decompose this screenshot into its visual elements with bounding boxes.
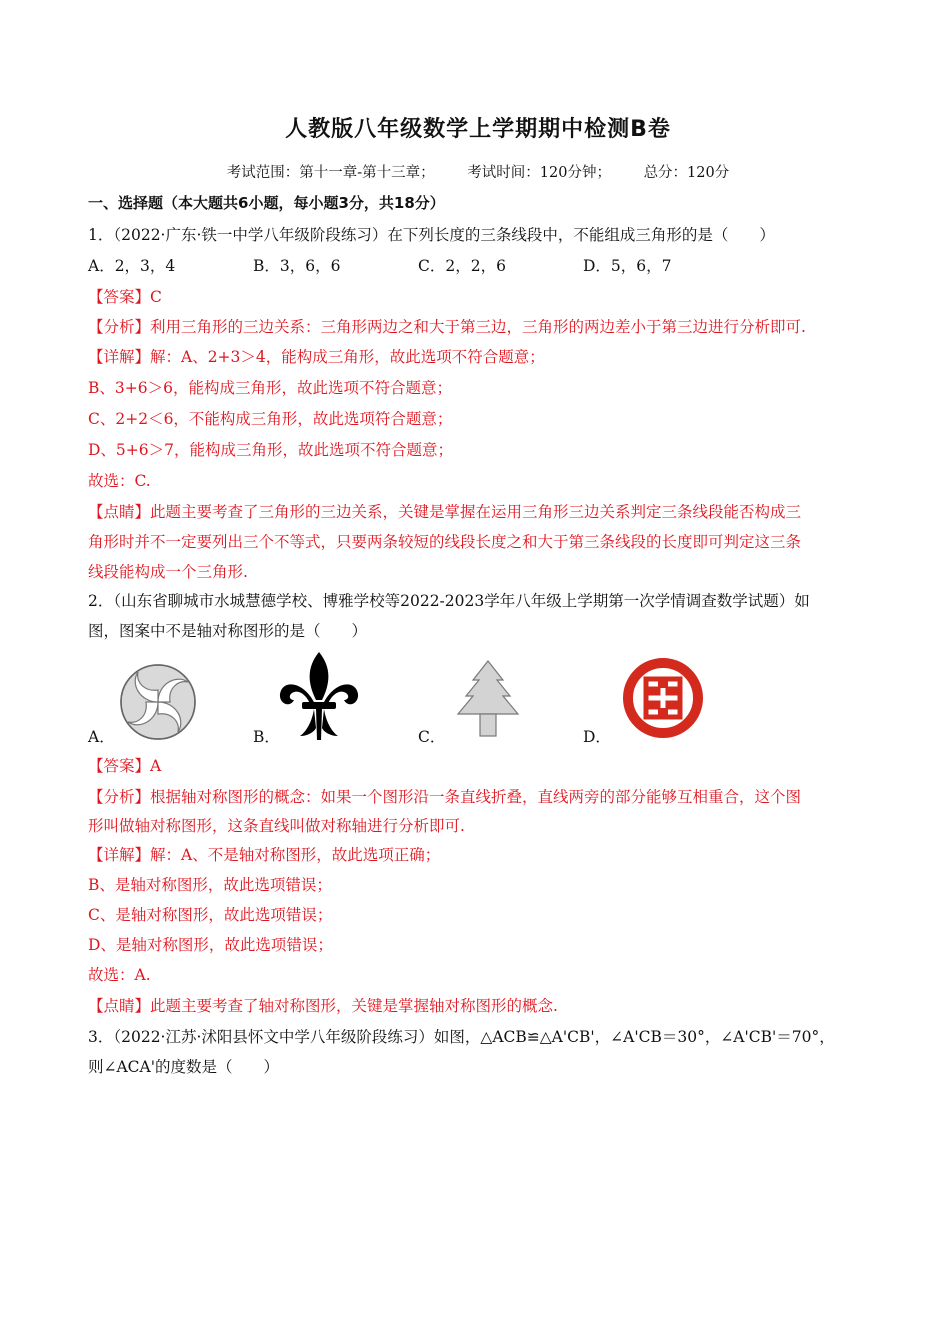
q1-comment-line: 线段能构成一个三角形.	[88, 563, 248, 581]
section-heading: 一、选择题（本大题共6小题，每小题3分，共18分）	[88, 194, 445, 212]
q1-detail-line: B、3+6＞6，能构成三角形，故此选项不符合题意；	[88, 379, 452, 397]
q2-conclusion: 故选：A.	[88, 966, 151, 984]
q2-detail-line: C、是轴对称图形，故此选项错误；	[88, 906, 333, 924]
bank-logo-icon	[620, 655, 706, 745]
q2-analysis-line: 【分析】根据轴对称图形的概念：如果一个图形沿一条直线折叠，直线两旁的部分能够互相重合，这个图	[88, 788, 802, 806]
q1-option-a: A．2，3，4	[88, 257, 176, 275]
exam-score: 总分：120分	[643, 165, 730, 181]
fleur-de-lis-icon	[276, 650, 362, 746]
q1-comment-line: 角形时并不一定要列出三个不等式，只要两条较短的线段长度之和大于第三条线段的长度即可判定这三条	[88, 533, 802, 551]
q1-answer: 【答案】C	[88, 288, 162, 306]
q2-comment: 【点睛】此题主要考查了轴对称图形，关键是掌握轴对称图形的概念.	[88, 997, 558, 1015]
q1-detail-line: 【详解】解：A、2+3＞4，能构成三角形，故此选项不符合题意；	[88, 348, 545, 366]
q1-option-c: C．2，2，6	[418, 257, 506, 275]
q2-stem-line: 图，图案中不是轴对称图形的是（ ）	[88, 622, 368, 640]
exam-range: 考试范围：第十一章-第十三章；	[226, 165, 435, 181]
q2-analysis-line: 形叫做轴对称图形，这条直线叫做对称轴进行分析即可.	[88, 817, 465, 835]
exam-time: 考试时间：120分钟；	[467, 165, 611, 181]
q2-answer: 【答案】A	[88, 757, 162, 775]
q1-comment-line: 【点睛】此题主要考查了三角形的三边关系，关键是掌握在运用三角形三边关系判定三条线段能否构成三	[88, 503, 802, 521]
q2-stem-line: 2．（山东省聊城市水城慧德学校、博雅学校等2022-2023学年八年级上学期第一次学情调查数学试题）如	[88, 592, 810, 610]
q2-detail-line: D、是轴对称图形，故此选项错误；	[88, 936, 333, 954]
q1-conclusion: 故选：C.	[88, 472, 151, 490]
q2-label-d: D．	[583, 728, 611, 746]
exam-meta	[88, 161, 868, 182]
q1-analysis: 【分析】利用三角形的三边关系：三角形两边之和大于第三边，三角形的两边差小于第三边进行分析即可.	[88, 318, 806, 336]
q2-detail-line: 【详解】解：A、不是轴对称图形，故此选项正确；	[88, 846, 441, 864]
q2-detail-line: B、是轴对称图形，故此选项错误；	[88, 876, 332, 894]
q1-option-b: B．3，6，6	[253, 257, 341, 275]
page-title: 人教版八年级数学上学期期中检测B卷	[285, 117, 671, 142]
q3-stem-line: 3．（2022·江苏·沭阳县怀文中学八年级阶段练习）如图，△ACB≌△A'CB'，∠A'CB＝30°，∠A'CB'＝70°，	[88, 1028, 835, 1046]
q1-stem: 1．（2022·广东·铁一中学八年级阶段练习）在下列长度的三条线段中，不能组成三角形的是（ ）	[88, 226, 775, 244]
tree-icon	[448, 658, 528, 744]
q1-detail-line: C、2+2＜6，不能构成三角形，故此选项符合题意；	[88, 410, 453, 428]
q2-label-c: C．	[418, 728, 446, 746]
q2-label-b: B．	[253, 728, 280, 746]
q2-label-a: A．	[88, 728, 115, 746]
q1-detail-line: D、5+6＞7，能构成三角形，故此选项不符合题意；	[88, 441, 454, 459]
q1-options	[88, 255, 868, 277]
q3-stem-line: 则∠ACA'的度数是（ ）	[88, 1058, 279, 1076]
swirl-circle-icon	[118, 662, 198, 746]
q1-option-d: D．5，6，7	[583, 257, 672, 275]
